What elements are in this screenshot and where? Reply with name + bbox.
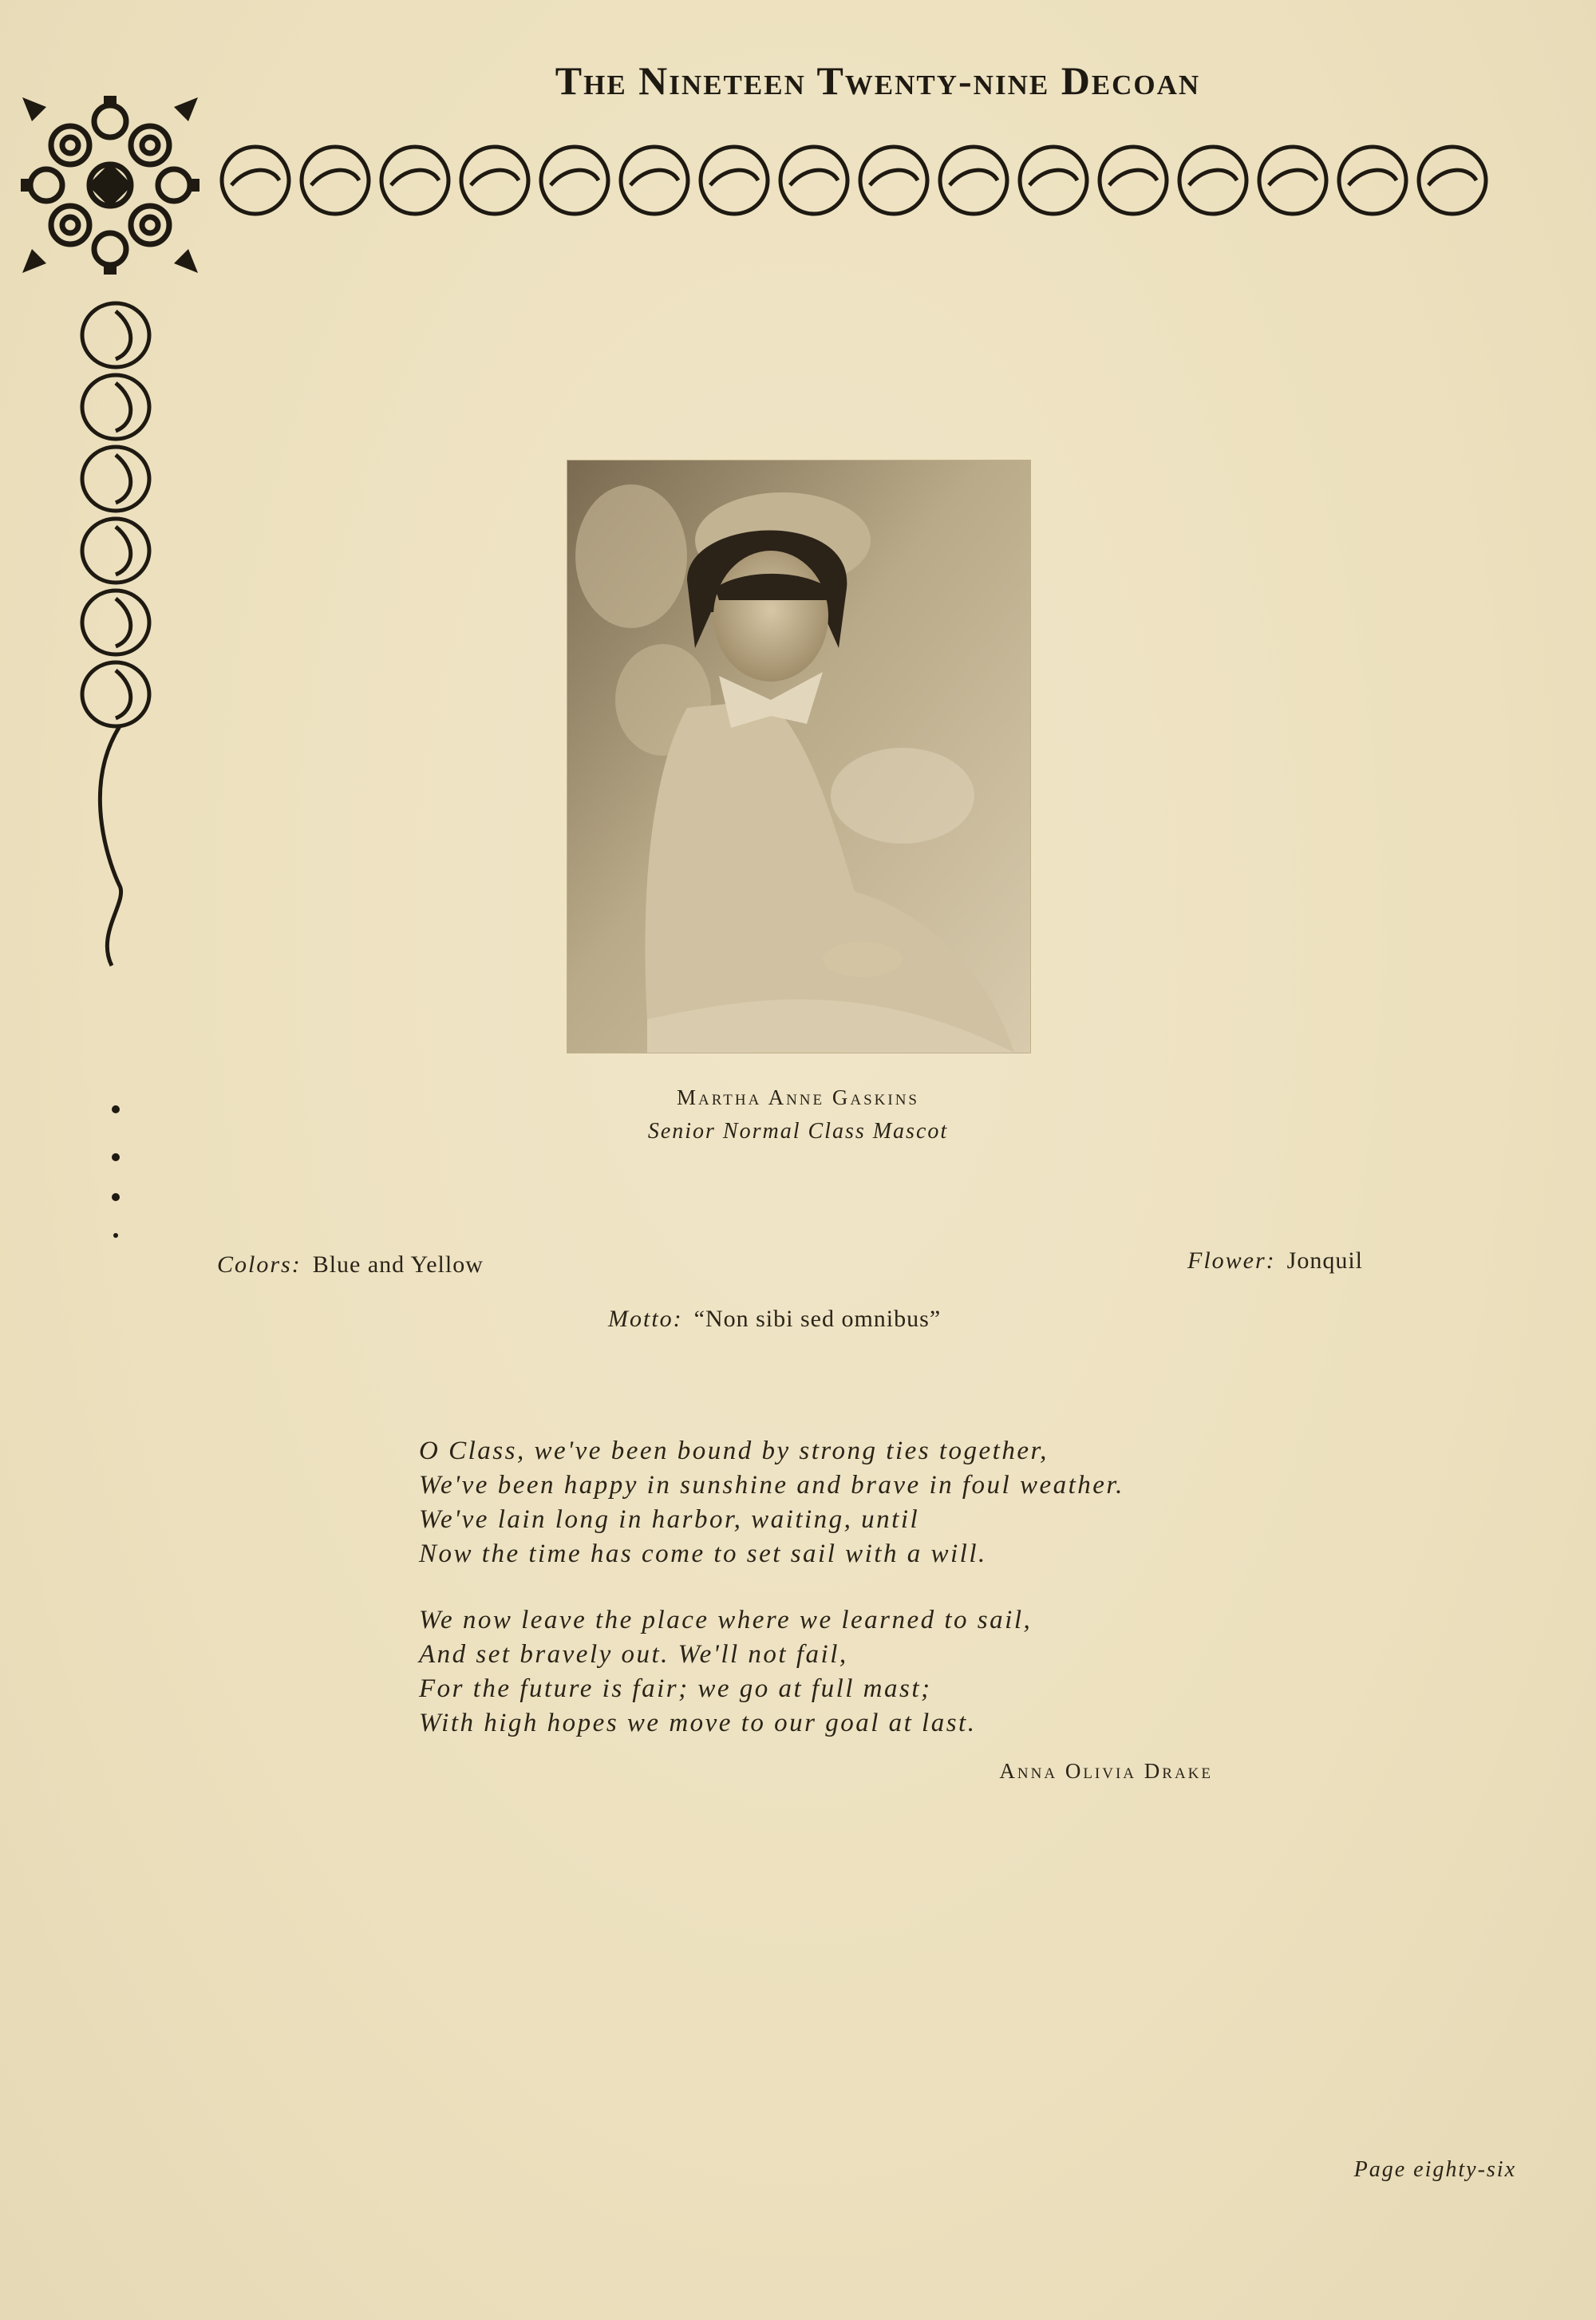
horizontal-scroll-border xyxy=(215,134,1540,230)
poem-line: We now leave the place where we learned to sail, xyxy=(419,1606,1033,1634)
colors-value: Blue and Yellow xyxy=(312,1251,484,1278)
photo-caption-name: Martha Anne Gaskins xyxy=(677,1085,919,1109)
motto-label: Motto: xyxy=(608,1306,683,1332)
poem-stanza-2 xyxy=(419,1603,1032,1741)
poem-line: Now the time has come to set sail with a will. xyxy=(419,1539,987,1568)
poem-stanza-1 xyxy=(419,1434,1124,1571)
scroll-loops xyxy=(222,147,1486,214)
class-colors xyxy=(217,1251,484,1279)
poem-line: We've lain long in harbor, waiting, until xyxy=(419,1505,920,1534)
poem-line: O Class, we've been bound by strong ties together, xyxy=(419,1437,1049,1465)
corner-medallion-ornament xyxy=(14,89,206,281)
class-motto xyxy=(608,1306,941,1333)
motto-value: “Non sibi sed omnibus” xyxy=(693,1306,942,1332)
class-flower xyxy=(1187,1247,1363,1275)
portrait-photo xyxy=(567,460,1031,1053)
poem-author: Anna Olivia Drake xyxy=(999,1759,1213,1783)
yearbook-title: The Nineteen Twenty-nine Decoan xyxy=(555,58,1201,103)
poem-line: With high hopes we move to our goal at last. xyxy=(419,1709,977,1737)
poem-line: And set bravely out. We'll not fail, xyxy=(419,1640,848,1669)
colors-label: Colors: xyxy=(217,1251,302,1278)
page-number: Page eighty-six xyxy=(1353,2157,1516,2182)
flower-value: Jonquil xyxy=(1286,1247,1364,1274)
flower-label: Flower: xyxy=(1187,1247,1276,1274)
vertical-scroll-border xyxy=(64,295,168,1253)
poem-line: We've been happy in sunshine and brave in foul weather. xyxy=(419,1471,1124,1500)
vertical-scroll-loops xyxy=(82,303,149,726)
photo-caption-role: Senior Normal Class Mascot xyxy=(647,1119,949,1144)
poem-line: For the future is fair; we go at full mast; xyxy=(419,1674,932,1703)
